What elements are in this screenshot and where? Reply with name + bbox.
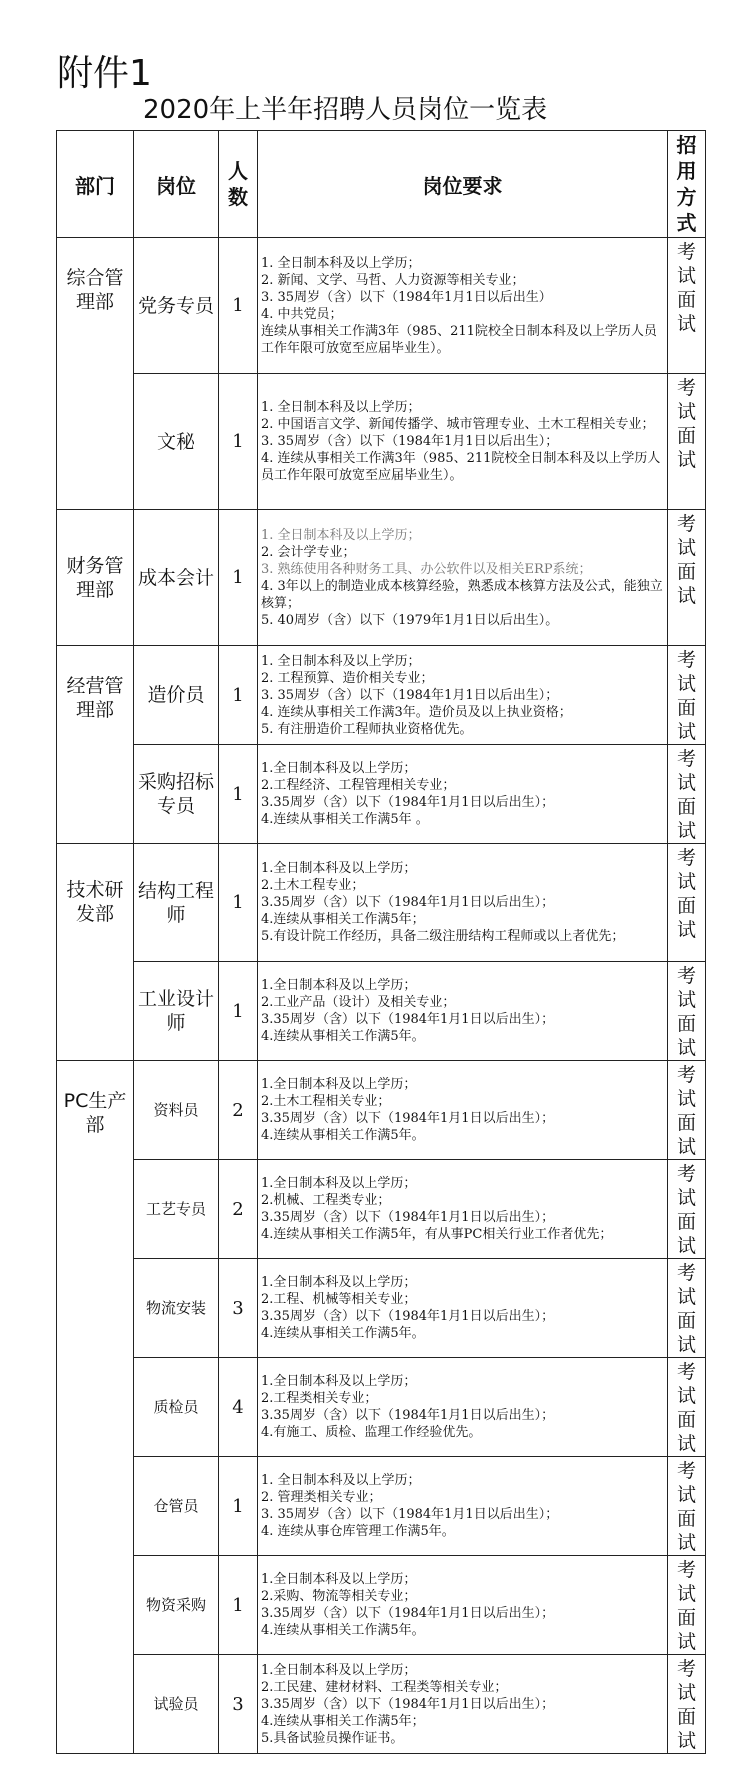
table-row (57, 1358, 706, 1457)
method-cell: 考试面试 (668, 238, 706, 374)
method-cell: 考试面试 (668, 844, 706, 962)
department-cell: 经营管理部 (57, 646, 134, 844)
method-cell: 考试面试 (668, 1457, 706, 1556)
recruitment-table (56, 130, 706, 1754)
method-cell: 考试面试 (668, 646, 706, 745)
requirements-cell: 1. 全日制本科及以上学历； 2. 管理类相关专业； 3. 35周岁（含）以下（1984年1月1日以后出生）； 4. 连续从事仓库管理工作满5年。 (258, 1457, 668, 1556)
table-row (57, 745, 706, 844)
position-cell: 采购招标专员 (134, 745, 219, 844)
requirements-cell: 1.全日制本科及以上学历； 2.工程经济、工程管理相关专业； 3.35周岁（含）以下（1984年1月1日以后出生）； 4.连续从事相关工作满5年 。 (258, 745, 668, 844)
table-row (57, 238, 706, 374)
requirements-cell: 1. 全日制本科及以上学历； 2. 新闻、文学、马哲、人力资源等相关专业； 3. 35周岁（含）以下（1984年1月1日以后出生） 4. 中共党员； 连续从事相关工作满3年（985、211院校全日制本科及以上学历人员工作年限可放宽至应届毕业生）。 (258, 238, 668, 374)
count-cell: 4 (219, 1358, 258, 1457)
requirements-cell: 1.全日制本科及以上学历； 2.采购、物流等相关专业； 3.35周岁（含）以下（1984年1月1日以后出生）； 4.连续从事相关工作满5年。 (258, 1556, 668, 1655)
requirements-cell: 1.全日制本科及以上学历； 2.土木工程专业； 3.35周岁（含）以下（1984年1月1日以后出生）； 4.连续从事相关工作满5年； 5.有设计院工作经历，具备二级注册结构工程师或以上者优先； (258, 844, 668, 962)
requirements-cell: 1.全日制本科及以上学历； 2.工程、机械等相关专业； 3.35周岁（含）以下（1984年1月1日以后出生）； 4.连续从事相关工作满5年。 (258, 1259, 668, 1358)
table-row (57, 844, 706, 962)
method-cell: 考试面试 (668, 1259, 706, 1358)
count-cell: 1 (219, 745, 258, 844)
department-cell: 综合管理部 (57, 238, 134, 510)
method-cell: 考试面试 (668, 1556, 706, 1655)
header-department: 部门 (57, 131, 134, 238)
method-cell: 考试面试 (668, 1655, 706, 1754)
count-cell: 1 (219, 510, 258, 646)
position-cell: 工艺专员 (134, 1160, 219, 1259)
department-cell: 财务管理部 (57, 510, 134, 646)
table-row (57, 1556, 706, 1655)
count-cell: 3 (219, 1655, 258, 1754)
table-row (57, 962, 706, 1061)
table-row (57, 1160, 706, 1259)
requirements-cell: 1.全日制本科及以上学历； 2.工民建、建材材料、工程类等相关专业； 3.35周岁（含）以下（1984年1月1日以后出生）； 4.连续从事相关工作满5年； 5.具备试验员操作证书。 (258, 1655, 668, 1754)
count-cell: 1 (219, 1556, 258, 1655)
position-cell: 工业设计师 (134, 962, 219, 1061)
method-cell: 考试面试 (668, 745, 706, 844)
header-row (57, 131, 706, 238)
method-cell: 考试面试 (668, 1160, 706, 1259)
department-cell: PC生产部 (57, 1061, 134, 1754)
method-cell: 考试面试 (668, 1061, 706, 1160)
position-cell: 结构工程师 (134, 844, 219, 962)
count-cell: 1 (219, 962, 258, 1061)
header-count: 人数 (219, 131, 258, 238)
position-cell: 造价员 (134, 646, 219, 745)
header-position: 岗位 (134, 131, 219, 238)
attachment-label: 附件1 (57, 53, 152, 94)
table-row (57, 374, 706, 510)
table-row (57, 1457, 706, 1556)
method-cell: 考试面试 (668, 1358, 706, 1457)
header-requirements: 岗位要求 (258, 131, 668, 238)
count-cell: 3 (219, 1259, 258, 1358)
count-cell: 1 (219, 1457, 258, 1556)
table-row (57, 646, 706, 745)
header-method: 招用方式 (668, 131, 706, 238)
position-cell: 试验员 (134, 1655, 219, 1754)
count-cell: 1 (219, 374, 258, 510)
table-row (57, 1259, 706, 1358)
method-cell: 考试面试 (668, 962, 706, 1061)
method-cell: 考试面试 (668, 374, 706, 510)
count-cell: 1 (219, 844, 258, 962)
table-row (57, 510, 706, 646)
position-cell: 党务专员 (134, 238, 219, 374)
position-cell: 文秘 (134, 374, 219, 510)
requirements-cell: 1.全日制本科及以上学历； 2.工业产品（设计）及相关专业； 3.35周岁（含）以下（1984年1月1日以后出生）； 4.连续从事相关工作满5年。 (258, 962, 668, 1061)
requirements-cell: 1. 全日制本科及以上学历； 2. 会计学专业； 3. 熟练使用各种财务工具、办公软件以及相关ERP系统； 4. 3年以上的制造业成本核算经验，熟悉成本核算方法及公式，能独立核算； 5. 40周岁（含）以下（1979年1月1日以后出生）。 (258, 510, 668, 646)
position-cell: 成本会计 (134, 510, 219, 646)
method-cell: 考试面试 (668, 510, 706, 646)
requirements-cell: 1.全日制本科及以上学历； 2.土木工程相关专业； 3.35周岁（含）以下（1984年1月1日以后出生）； 4.连续从事相关工作满5年。 (258, 1061, 668, 1160)
count-cell: 2 (219, 1061, 258, 1160)
position-cell: 物资采购 (134, 1556, 219, 1655)
position-cell: 质检员 (134, 1358, 219, 1457)
requirements-cell: 1. 全日制本科及以上学历； 2. 中国语言文学、新闻传播学、城市管理专业、土木工程相关专业； 3. 35周岁（含）以下（1984年1月1日以后出生）； 4. 连续从事相关工作满3年（985、211院校全日制本科及以上学历人员工作年限可放宽至应届毕业生）。 (258, 374, 668, 510)
requirements-cell: 1.全日制本科及以上学历； 2.机械、工程类专业； 3.35周岁（含）以下（1984年1月1日以后出生）； 4.连续从事相关工作满5年，有从事PC相关行业工作者优先； (258, 1160, 668, 1259)
count-cell: 1 (219, 646, 258, 745)
department-cell: 技术研发部 (57, 844, 134, 1061)
requirements-cell: 1. 全日制本科及以上学历； 2. 工程预算、造价相关专业； 3. 35周岁（含）以下（1984年1月1日以后出生）； 4. 连续从事相关工作满3年。造价员及以上执业资格； 5. 有注册造价工程师执业资格优先。 (258, 646, 668, 745)
requirements-cell: 1.全日制本科及以上学历； 2.工程类相关专业； 3.35周岁（含）以下（1984年1月1日以后出生）； 4.有施工、质检、监理工作经验优先。 (258, 1358, 668, 1457)
position-cell: 物流安装 (134, 1259, 219, 1358)
position-cell: 资料员 (134, 1061, 219, 1160)
page-title: 2020年上半年招聘人员岗位一览表 (143, 95, 548, 125)
table-row (57, 1655, 706, 1754)
count-cell: 1 (219, 238, 258, 374)
count-cell: 2 (219, 1160, 258, 1259)
table-row (57, 1061, 706, 1160)
position-cell: 仓管员 (134, 1457, 219, 1556)
